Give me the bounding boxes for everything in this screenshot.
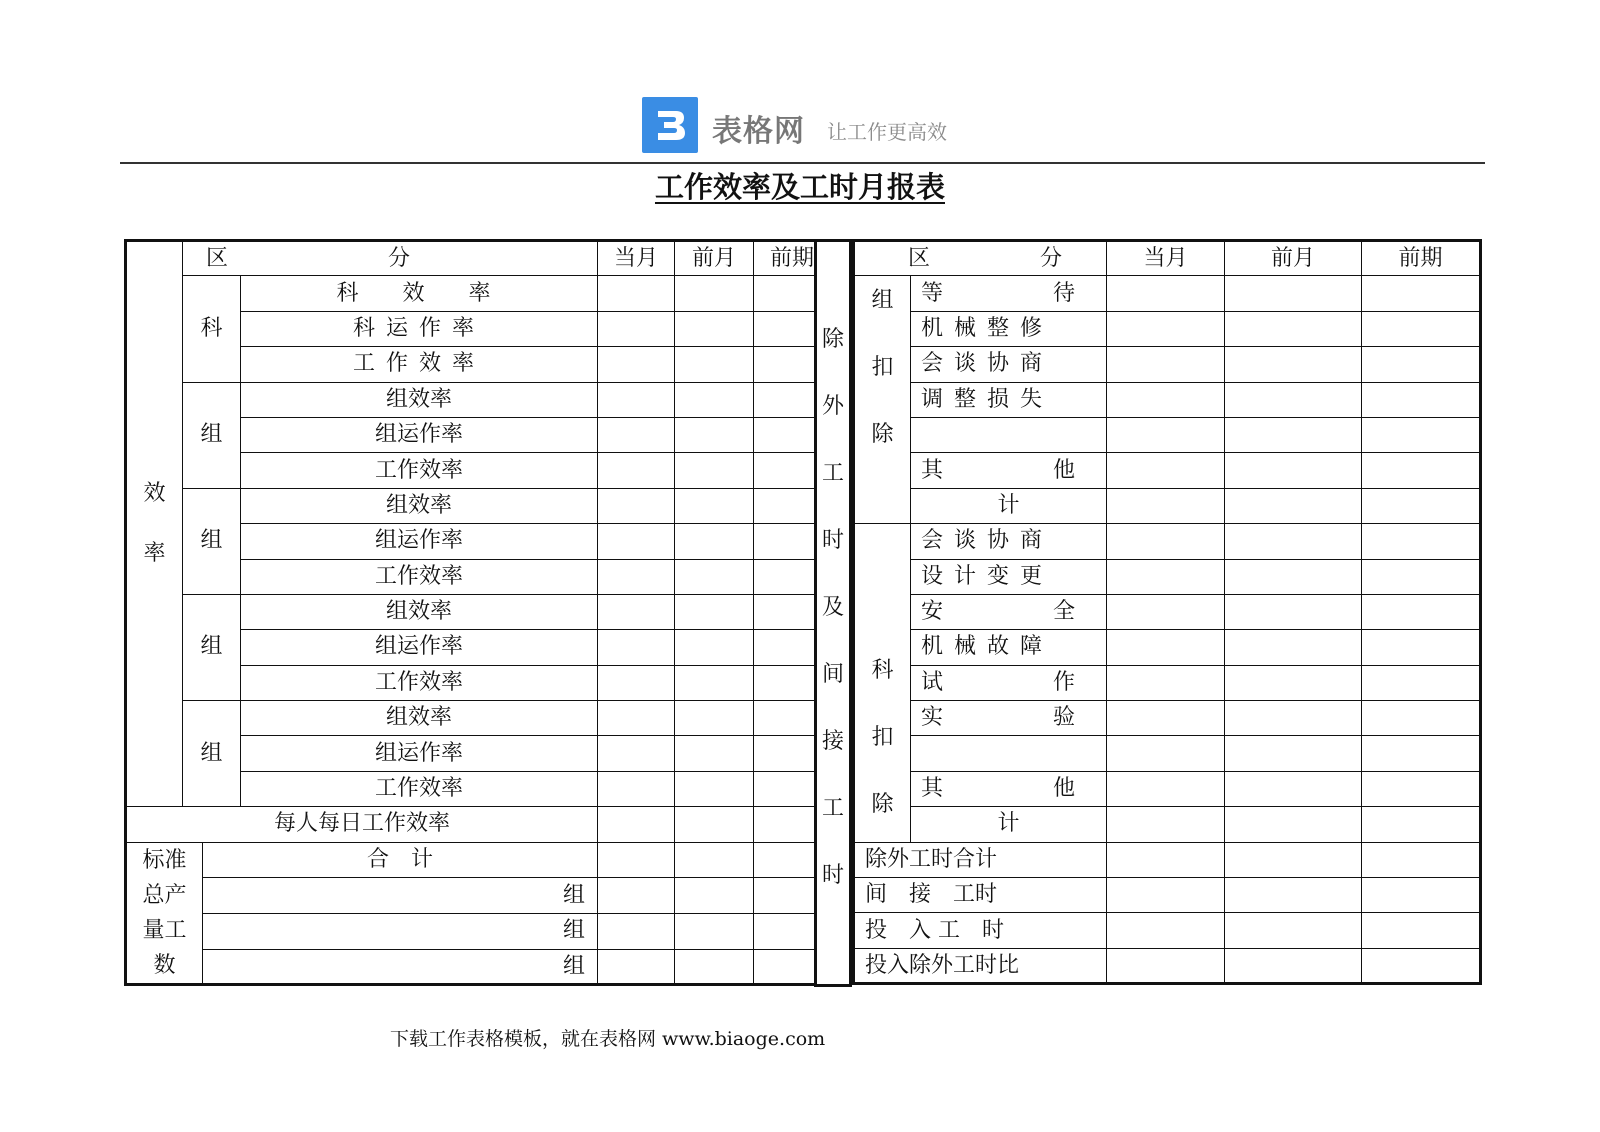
value-cell[interactable] <box>1362 948 1481 983</box>
value-cell[interactable] <box>598 807 675 842</box>
left-header-prev: 前月 <box>675 241 754 276</box>
other-label: 其 他 <box>911 453 1107 488</box>
value-cell[interactable] <box>598 771 675 806</box>
value-cell[interactable] <box>1362 630 1481 665</box>
value-cell[interactable] <box>598 949 675 985</box>
value-cell[interactable] <box>1225 665 1362 700</box>
ke-subtotal-label: 计 <box>911 807 1107 842</box>
group-deduction-label: 组 扣 除 <box>854 276 911 524</box>
value-cell[interactable] <box>598 914 675 950</box>
group-operation-rate-label: 组运作率 <box>241 736 598 771</box>
value-cell[interactable] <box>1107 701 1225 736</box>
meeting-label: 会谈协商 <box>911 524 1107 559</box>
value-cell[interactable] <box>675 311 754 346</box>
value-cell[interactable] <box>1107 524 1225 559</box>
input-excluded-ratio-label: 投入除外工时比 <box>854 948 1107 983</box>
machine-failure-label: 机械故障 <box>911 630 1107 665</box>
value-cell[interactable] <box>1362 453 1481 488</box>
group-efficiency-label: 组效率 <box>241 594 598 629</box>
group-efficiency-label: 组效率 <box>241 488 598 523</box>
value-cell[interactable] <box>598 842 675 878</box>
value-cell[interactable] <box>1107 630 1225 665</box>
value-cell[interactable] <box>598 878 675 914</box>
value-cell[interactable] <box>675 807 754 842</box>
group-work-efficiency-label: 工作效率 <box>241 559 598 594</box>
value-cell[interactable] <box>1362 488 1481 523</box>
value-cell[interactable] <box>1362 842 1481 877</box>
right-header-prev-period: 前期 <box>1362 241 1481 276</box>
ke-operation-rate-label: 科运作率 <box>241 311 598 346</box>
group-work-efficiency-label: 工作效率 <box>241 771 598 806</box>
value-cell[interactable] <box>598 630 675 665</box>
left-header-prev-period: 前期 <box>754 241 832 276</box>
value-cell[interactable] <box>1225 453 1362 488</box>
group-work-efficiency-label: 工作效率 <box>241 665 598 700</box>
value-cell[interactable] <box>1225 736 1362 771</box>
value-cell[interactable] <box>1362 913 1481 948</box>
value-cell[interactable] <box>1107 842 1225 877</box>
value-cell[interactable] <box>598 559 675 594</box>
value-cell[interactable] <box>675 559 754 594</box>
value-cell[interactable] <box>598 736 675 771</box>
value-cell[interactable] <box>1225 913 1362 948</box>
value-cell[interactable] <box>1225 311 1362 346</box>
value-cell[interactable] <box>675 524 754 559</box>
group-efficiency-label: 组效率 <box>241 382 598 417</box>
value-cell[interactable] <box>598 276 675 311</box>
value-cell[interactable] <box>675 736 754 771</box>
value-cell[interactable] <box>675 949 754 985</box>
standard-total-label: 合 计 <box>203 842 598 878</box>
value-cell[interactable] <box>1225 524 1362 559</box>
value-cell[interactable] <box>1225 807 1362 842</box>
excluded-hours-table <box>852 239 1482 985</box>
footer-note: 下载工作表格模板，就在表格网 www.biaoge.com <box>390 1028 826 1050</box>
value-cell[interactable] <box>1107 594 1225 629</box>
group-3-label: 组 <box>183 594 241 700</box>
value-cell[interactable] <box>1225 382 1362 417</box>
value-cell[interactable] <box>1107 771 1225 806</box>
value-cell[interactable] <box>675 594 754 629</box>
value-cell[interactable] <box>1107 665 1225 700</box>
value-cell[interactable] <box>675 771 754 806</box>
value-cell[interactable] <box>598 594 675 629</box>
value-cell[interactable] <box>675 488 754 523</box>
group-work-efficiency-label: 工作效率 <box>241 453 598 488</box>
value-cell[interactable] <box>1225 276 1362 311</box>
value-cell[interactable] <box>598 347 675 382</box>
value-cell[interactable] <box>598 417 675 452</box>
machine-maintenance-label: 机械整修 <box>911 311 1107 346</box>
value-cell[interactable] <box>1362 417 1481 452</box>
excluded-hours-total-label: 除外工时合计 <box>854 842 1107 877</box>
group-4-label: 组 <box>183 701 241 807</box>
value-cell[interactable] <box>598 701 675 736</box>
efficiency-side-label: 效 率 <box>126 241 183 807</box>
value-cell[interactable] <box>675 347 754 382</box>
value-cell[interactable] <box>1362 665 1481 700</box>
value-cell[interactable] <box>1362 524 1481 559</box>
value-cell[interactable] <box>675 665 754 700</box>
group-efficiency-label: 组效率 <box>241 701 598 736</box>
group-subtotal-label: 计 <box>911 488 1107 523</box>
waiting-label: 等 待 <box>911 276 1107 311</box>
value-cell[interactable] <box>675 842 754 878</box>
value-cell[interactable] <box>1225 948 1362 983</box>
value-cell[interactable] <box>1107 417 1225 452</box>
safety-label: 安 全 <box>911 594 1107 629</box>
right-header-category: 区 分 <box>854 241 1107 276</box>
value-cell[interactable] <box>1107 807 1225 842</box>
value-cell[interactable] <box>1225 594 1362 629</box>
value-cell[interactable] <box>1225 771 1362 806</box>
value-cell[interactable] <box>675 417 754 452</box>
left-header-current: 当月 <box>598 241 675 276</box>
group-1-label: 组 <box>183 382 241 488</box>
value-cell[interactable] <box>1362 736 1481 771</box>
value-cell[interactable] <box>598 665 675 700</box>
value-cell[interactable] <box>598 524 675 559</box>
group-operation-rate-label: 组运作率 <box>241 630 598 665</box>
standard-group-label: 组 <box>203 914 598 950</box>
ke-deduction-label: 科 扣 除 <box>854 524 911 843</box>
header-divider <box>120 162 1485 164</box>
value-cell[interactable] <box>675 701 754 736</box>
blank-item-label <box>911 736 1107 771</box>
value-cell[interactable] <box>1225 701 1362 736</box>
value-cell[interactable] <box>1225 559 1362 594</box>
indirect-hours-label: 间 接 工时 <box>854 878 1107 913</box>
value-cell[interactable] <box>1225 347 1362 382</box>
meeting-label: 会谈协商 <box>911 347 1107 382</box>
value-cell[interactable] <box>1362 276 1481 311</box>
value-cell[interactable] <box>1362 878 1481 913</box>
value-cell[interactable] <box>1362 311 1481 346</box>
brand-slogan: 让工作更高效 <box>827 120 947 144</box>
page-title: 工作效率及工时月报表 <box>654 170 945 204</box>
value-cell[interactable] <box>1362 559 1481 594</box>
standard-group-label: 组 <box>203 949 598 985</box>
excluded-hours-side-label: 除 外 工 时 及 间 接 工 时 <box>814 239 852 987</box>
value-cell[interactable] <box>675 914 754 950</box>
daily-efficiency-label: 每人每日工作效率 <box>126 807 598 842</box>
value-cell[interactable] <box>1107 276 1225 311</box>
value-cell[interactable] <box>675 878 754 914</box>
value-cell[interactable] <box>598 382 675 417</box>
value-cell[interactable] <box>598 453 675 488</box>
ke-work-efficiency-label: 工作效率 <box>241 347 598 382</box>
other-label: 其 他 <box>911 771 1107 806</box>
value-cell[interactable] <box>1225 878 1362 913</box>
value-cell[interactable] <box>1107 347 1225 382</box>
value-cell[interactable] <box>1107 913 1225 948</box>
trial-production-label: 试 作 <box>911 665 1107 700</box>
right-header-prev: 前月 <box>1225 241 1362 276</box>
value-cell[interactable] <box>1107 559 1225 594</box>
design-change-label: 设计变更 <box>911 559 1107 594</box>
experiment-label: 实 验 <box>911 701 1107 736</box>
value-cell[interactable] <box>1362 807 1481 842</box>
value-cell[interactable] <box>1107 311 1225 346</box>
value-cell[interactable] <box>1225 842 1362 877</box>
ke-efficiency-label: 科 效 率 <box>241 276 598 311</box>
standard-group-label: 组 <box>203 878 598 914</box>
value-cell[interactable] <box>1107 453 1225 488</box>
logo-icon <box>642 97 698 153</box>
value-cell[interactable] <box>675 276 754 311</box>
value-cell[interactable] <box>1362 594 1481 629</box>
value-cell[interactable] <box>675 630 754 665</box>
ke-group-label: 科 <box>183 276 241 382</box>
group-operation-rate-label: 组运作率 <box>241 524 598 559</box>
value-cell[interactable] <box>1225 630 1362 665</box>
value-cell[interactable] <box>1225 417 1362 452</box>
group-2-label: 组 <box>183 488 241 594</box>
value-cell[interactable] <box>1225 488 1362 523</box>
group-operation-rate-label: 组运作率 <box>241 417 598 452</box>
adjustment-loss-label: 调整损失 <box>911 382 1107 417</box>
value-cell[interactable] <box>675 382 754 417</box>
right-header-current: 当月 <box>1107 241 1225 276</box>
value-cell[interactable] <box>1107 382 1225 417</box>
value-cell[interactable] <box>1362 771 1481 806</box>
value-cell[interactable] <box>1107 736 1225 771</box>
value-cell[interactable] <box>1362 347 1481 382</box>
value-cell[interactable] <box>675 453 754 488</box>
value-cell[interactable] <box>1107 488 1225 523</box>
value-cell[interactable] <box>598 488 675 523</box>
input-hours-label: 投 入 工 时 <box>854 913 1107 948</box>
efficiency-table <box>124 239 833 986</box>
value-cell[interactable] <box>1362 701 1481 736</box>
standard-output-label: 标准 总产 量工 数 <box>126 842 203 985</box>
value-cell[interactable] <box>1362 382 1481 417</box>
left-header-category: 区 分 <box>183 241 598 276</box>
blank-item-label <box>911 417 1107 452</box>
value-cell[interactable] <box>598 311 675 346</box>
value-cell[interactable] <box>1107 878 1225 913</box>
value-cell[interactable] <box>1107 948 1225 983</box>
brand-name: 表格网 <box>712 114 805 149</box>
